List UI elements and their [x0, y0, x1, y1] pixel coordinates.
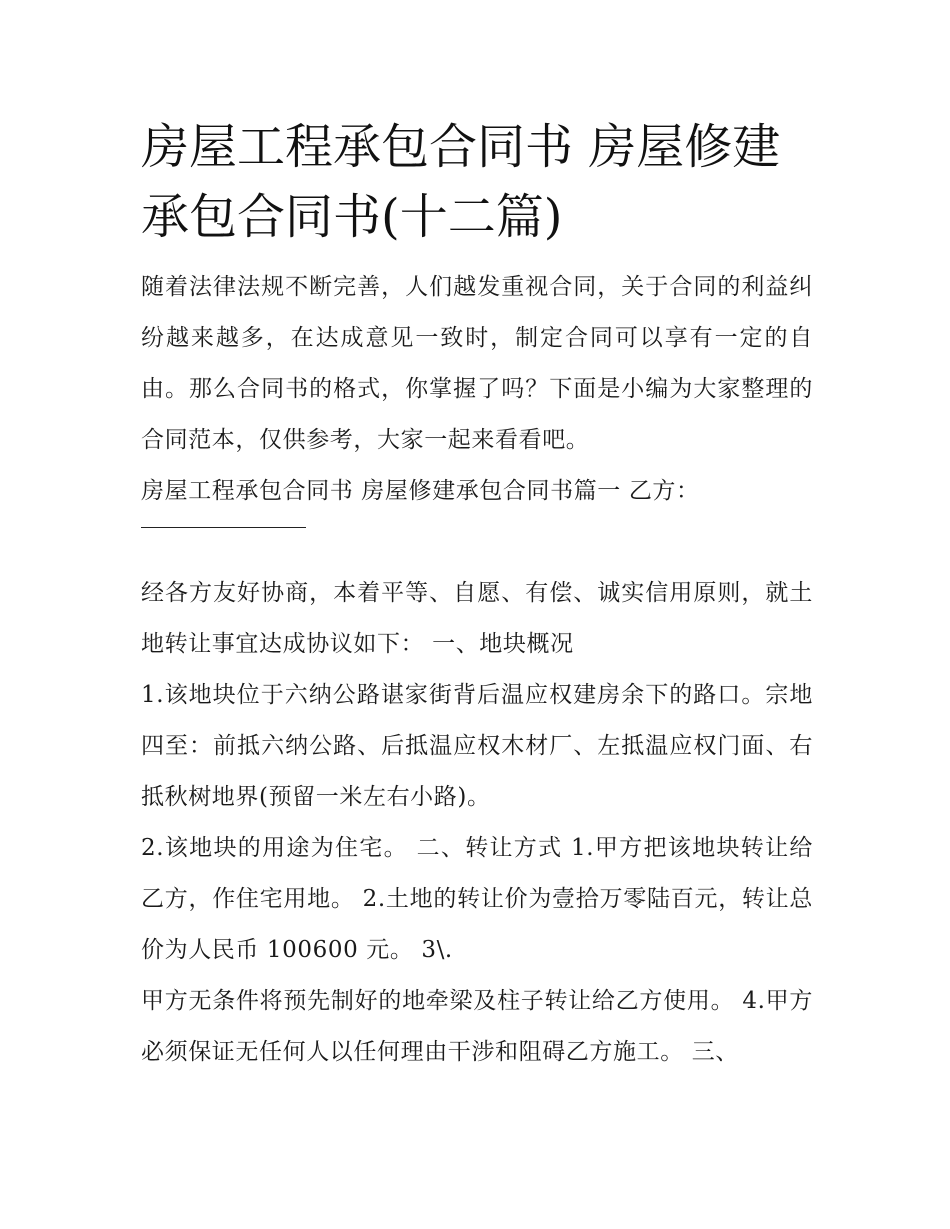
paragraph-3: 2.该地块的用途为住宅。 二、转让方式 1.甲方把该地块转让给乙方，作住宅用地。 2.土地的转让价为壹拾万零陆百元，转让总价为人民币 100600 元。 3\.	[141, 835, 813, 963]
paragraph-4: 甲方无条件将预先制好的地牵梁及柱子转让给乙方使用。 4.甲方必须保证无任何人以任何理由干涉和阻碍乙方施工。 三、	[141, 988, 813, 1065]
section-heading: 房屋工程承包合同书 房屋修建承包合同书篇一 乙方：	[141, 478, 700, 504]
document-title: 房屋工程承包合同书 房屋修建承包合同书(十二篇)	[141, 119, 781, 245]
underline-rule	[141, 527, 306, 528]
paragraph-2: 1.该地块位于六纳公路谌家街背后温应权建房余下的路口。宗地四至：前抵六纳公路、后抵温应权木材厂、左抵温应权门面、右抵秋树地界(预留一米左右小路)。	[141, 682, 813, 810]
paragraph-1: 经各方友好协商，本着平等、自愿、有偿、诚实信用原则，就土地转让事宜达成协议如下： 一、地块概况	[141, 580, 813, 657]
blank-signature-line	[141, 517, 813, 568]
intro-paragraph: 随着法律法规不断完善，人们越发重视合同，关于合同的利益纠纷越来越多，在达成意见一致时，制定合同可以享有一定的自由。那么合同书的格式，你掌握了吗？下面是小编为大家整理的合同范本，仅供参考，大家一起来看看吧。	[141, 274, 813, 453]
document-body	[141, 112, 813, 1078]
